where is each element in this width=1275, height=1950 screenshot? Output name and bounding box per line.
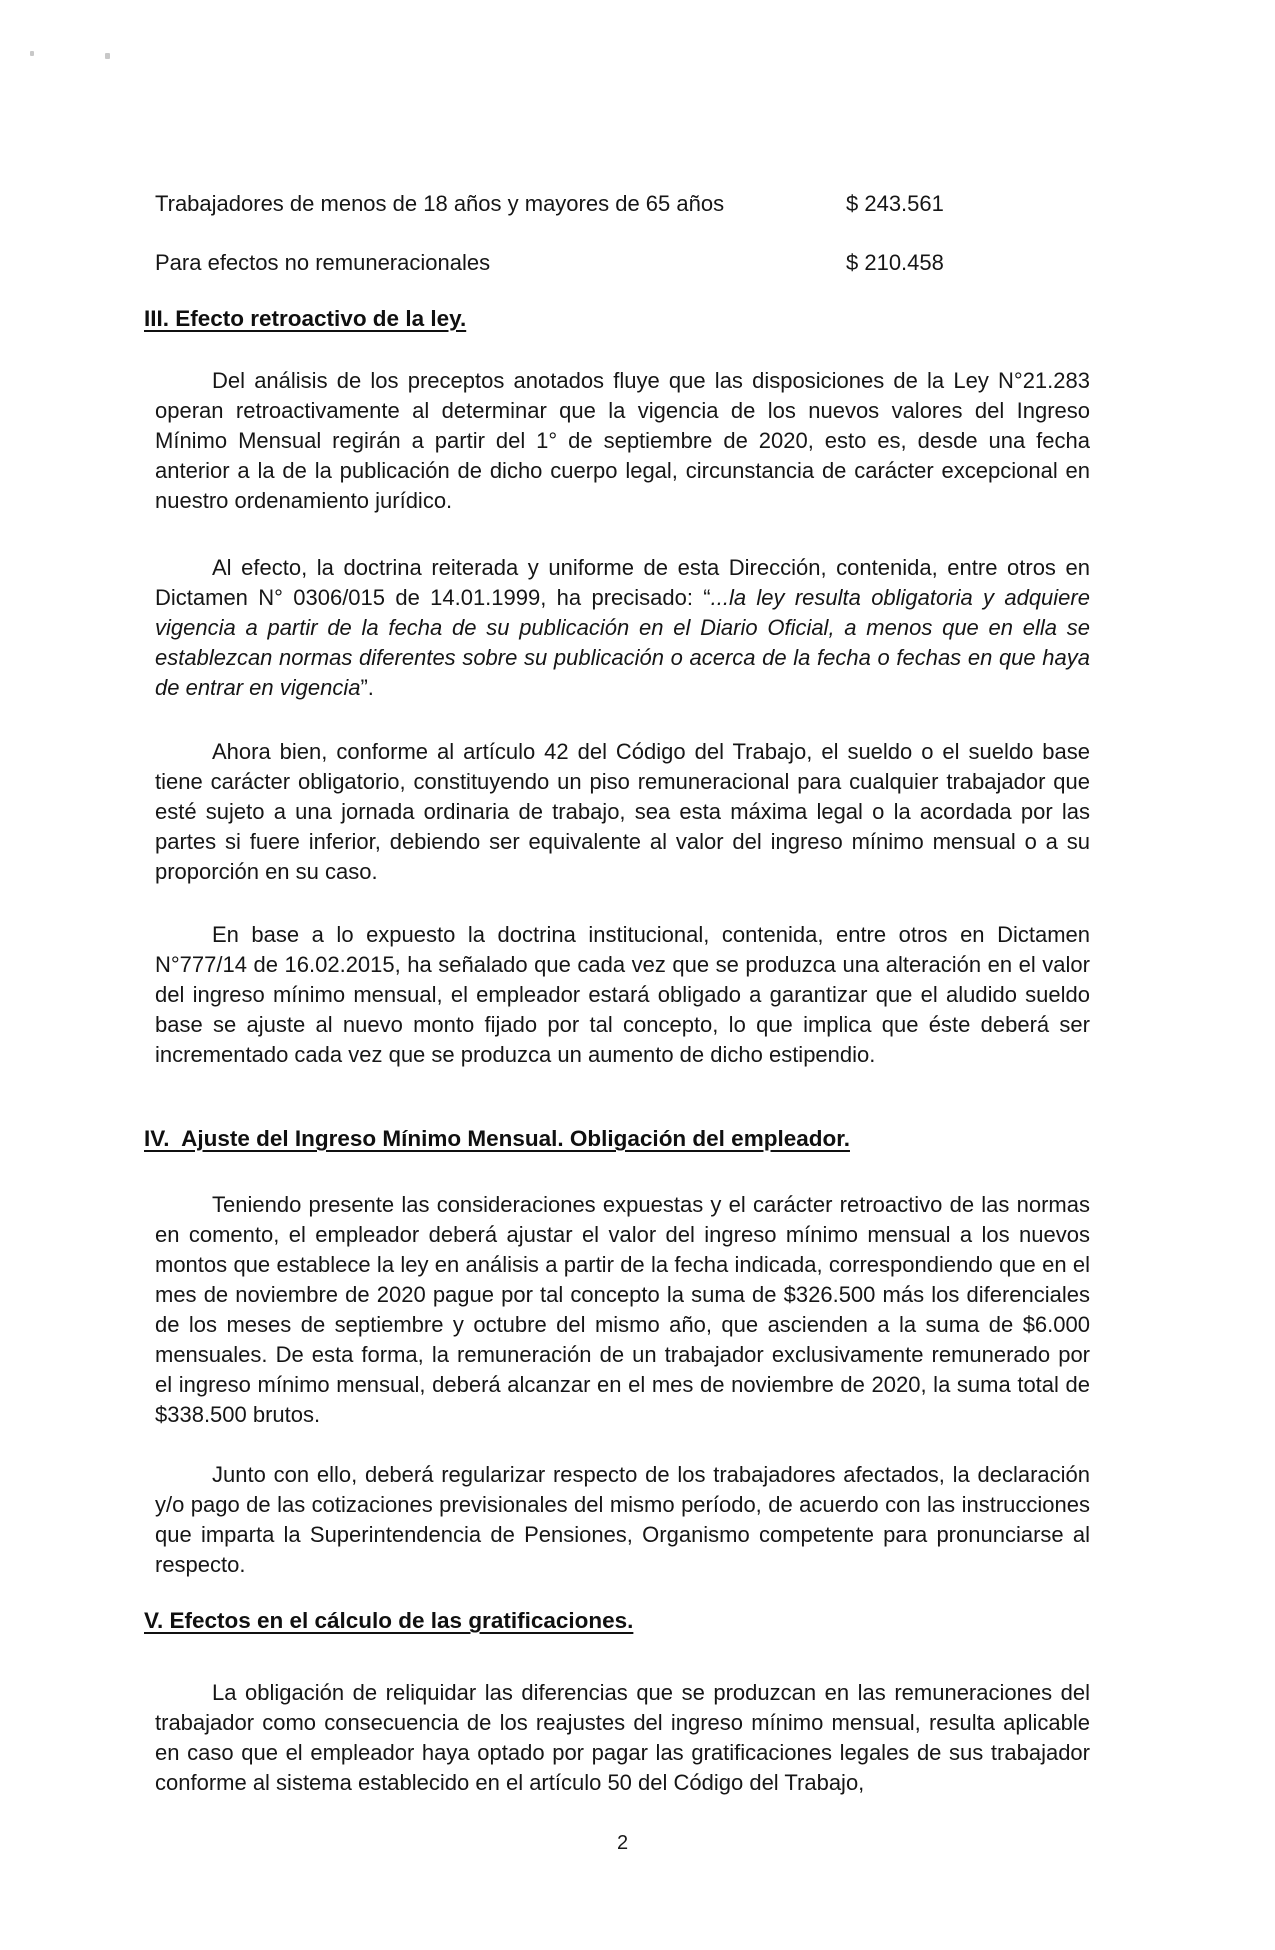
scan-artifact <box>105 53 110 59</box>
doctrine-quote: ...la ley resulta obligatoria y adquiere vigencia a partir de la fecha de su publicación en el Diario Oficial, a menos que en ella se establezcan normas diferentes sobre su publicación o acerca de la fecha o fechas en que haya de entrar en vigencia <box>155 585 1090 700</box>
quote-close: ”. <box>360 675 374 700</box>
paragraph-iii-1: Del análisis de los preceptos anotados fluye que las disposiciones de la Ley N°21.283 operan retroactivamente al determinar que la vigencia de los nuevos valores del Ingreso Mínimo Mensual regirán a partir del 1° de septiembre de 2020, esto es, desde una fecha anterior a la de la publicación de dicho cuerpo legal, circunstancia de carácter excepcional en nuestro ordenamiento jurídico. <box>155 368 1090 513</box>
paragraph-iii-2 <box>155 553 1090 703</box>
amount-label: Trabajadores de menos de 18 años y mayores de 65 años <box>155 191 725 216</box>
paragraph-iii-3: Ahora bien, conforme al artículo 42 del Código del Trabajo, el sueldo o el sueldo base tiene carácter obligatorio, constituyendo un piso remuneracional para cualquier trabajador que esté sujeto a una jornada ordinaria de trabajo, sea esta máxima legal o la acordada por las partes si fuere inferior, debiendo ser equivalente al valor del ingreso mínimo mensual o a su proporción en su caso. <box>155 739 1090 884</box>
quote-intro: Al efecto, la doctrina reiterada y uniforme de esta Dirección, contenida, entre otros en Dictamen N° 0306/015 de 14.01.1999, ha precisado: “ <box>155 555 1090 610</box>
section-heading-iv: IV. Ajuste del Ingreso Mínimo Mensual. Obligación del empleador. <box>144 1126 850 1151</box>
paragraph-v-1: La obligación de reliquidar las diferencias que se produzcan en las remuneraciones del trabajador como consecuencia de los reajustes del ingreso mínimo mensual, resulta aplicable en caso que el empleador haya optado por pagar las gratificaciones legales de sus trabajador conforme al sistema establecido en el artículo 50 del Código del Trabajo, <box>155 1680 1090 1795</box>
paragraph-iv-1: Teniendo presente las consideraciones expuestas y el carácter retroactivo de las normas en comento, el empleador deberá ajustar el valor del ingreso mínimo mensual a los nuevos montos que establece la ley en análisis a partir de la fecha indicada, correspondiendo que en el mes de noviembre de 2020 pague por tal concepto la suma de $326.500 más los diferenciales de los meses de septiembre y octubre del mismo año, que ascienden a la suma de $6.000 mensuales. De esta forma, la remuneración de un trabajador exclusivamente remunerado por el ingreso mínimo mensual, deberá alcanzar en el mes de noviembre de 2020, la suma total de $338.500 brutos. <box>155 1192 1090 1427</box>
page-number: 2 <box>616 1832 629 1854</box>
amount-value: $ 210.458 <box>846 250 944 275</box>
amount-label: Para efectos no remuneracionales <box>155 250 491 275</box>
scan-artifact <box>30 51 34 56</box>
section-heading-iii: III. Efecto retroactivo de la ley. <box>144 306 467 331</box>
section-heading-v: V. Efectos en el cálculo de las gratificaciones. <box>144 1608 634 1633</box>
amount-row <box>155 190 1090 218</box>
amount-row <box>155 249 1090 277</box>
amount-value: $ 243.561 <box>846 191 944 216</box>
paragraph-iii-4: En base a lo expuesto la doctrina institucional, contenida, entre otros en Dictamen N°777/14 de 16.02.2015, ha señalado que cada vez que se produzca una alteración en el valor del ingreso mínimo mensual, el empleador estará obligado a garantizar que el aludido sueldo base se ajuste al nuevo monto fijado por tal concepto, lo que implica que éste deberá ser incrementado cada vez que se produzca un aumento de dicho estipendio. <box>155 922 1090 1067</box>
paragraph-iv-2: Junto con ello, deberá regularizar respecto de los trabajadores afectados, la declaración y/o pago de las cotizaciones previsionales del mismo período, de acuerdo con las instrucciones que imparta la Superintendencia de Pensiones, Organismo competente para pronunciarse al respecto. <box>155 1462 1090 1577</box>
